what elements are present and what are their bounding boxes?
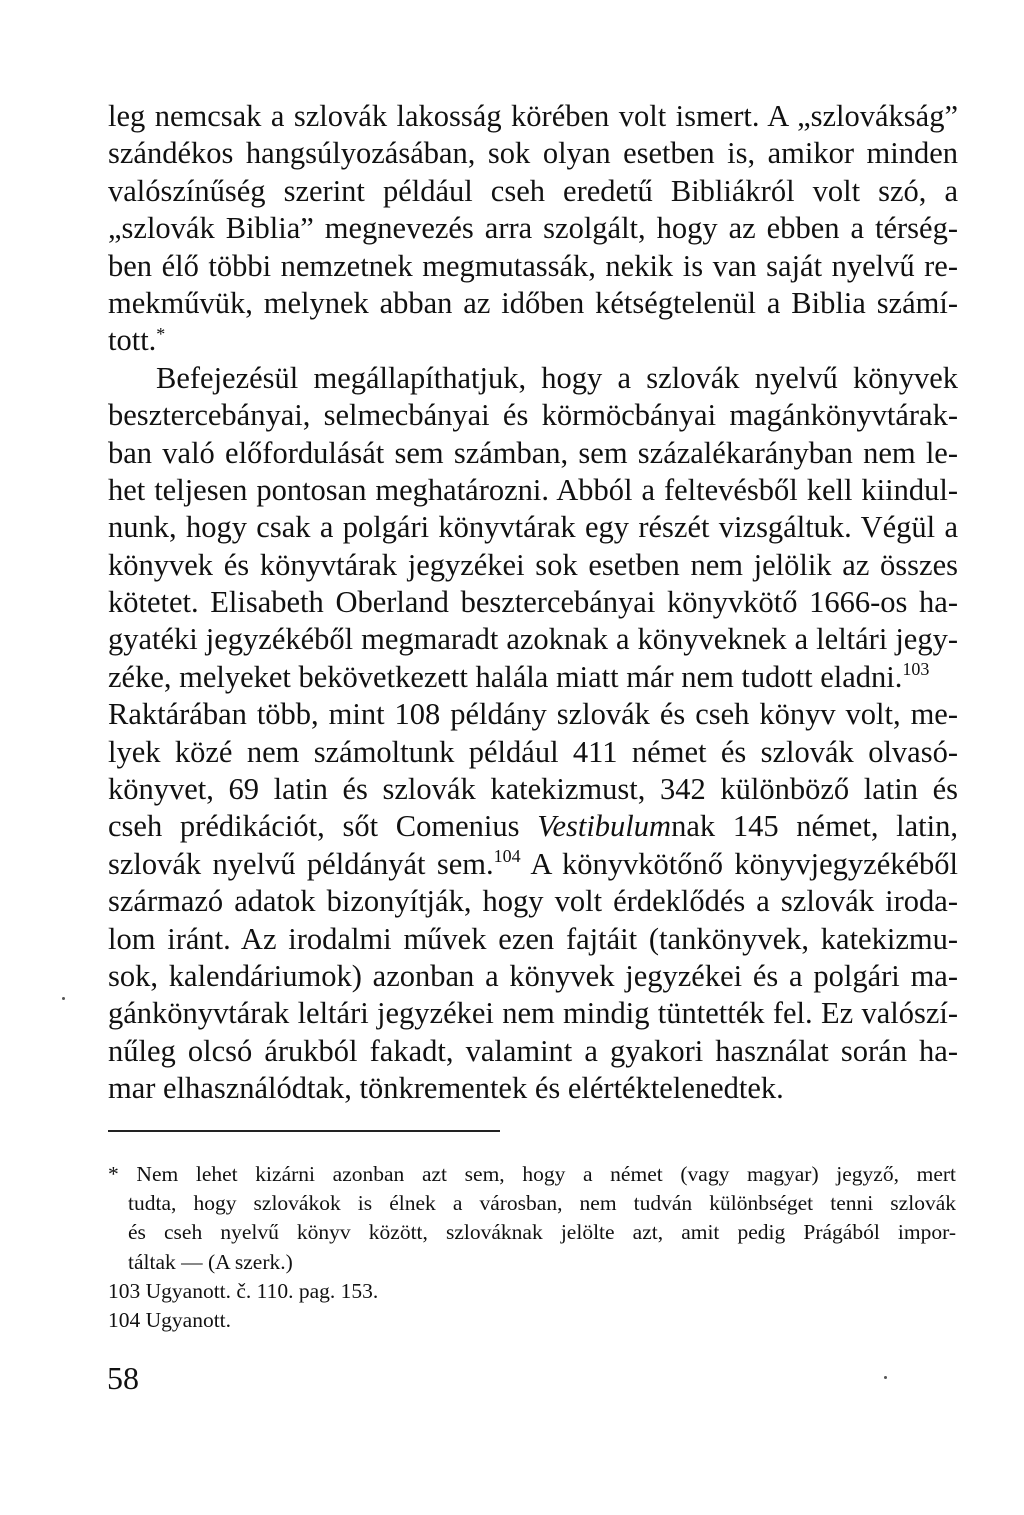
footnote-star: * <box>108 1162 119 1186</box>
text-line: Raktárában több, mint 108 példány szlovák és cseh könyv volt, me- <box>108 697 958 732</box>
text-line: könyvet, 69 latin és szlovák katekizmust, 342 különböző latin és <box>108 772 958 807</box>
text-line <box>108 322 958 359</box>
text-fragment: szlovák nyelvű példányát sem. <box>108 846 494 881</box>
text-line: valószínűség szerint például cseh eredetű Bibliákról volt szó, a <box>108 173 958 208</box>
footnote-ref-104: 104 <box>493 845 521 866</box>
text-line: leg nemcsak a szlovák lakosság körében volt ismert. A „szlovákság” <box>108 99 958 133</box>
text-line <box>108 846 958 883</box>
text-line: ban való előfordulását sem számban, sem százalékarányban nem le- <box>108 435 958 470</box>
text-line: származó adatok bizonyítják, hogy volt érdeklődés a szlovák iroda- <box>108 884 958 919</box>
text-line: szándékos hangsúlyozásában, sok olyan esetben is, amikor minden <box>108 136 958 171</box>
text-line: mekművük, melynek abban az időben kétségtelenül a Biblia számí- <box>108 285 958 320</box>
paragraph-start-line: Befejezésül megállapíthatjuk, hogy a szlovák nyelvű könyvek <box>156 360 958 395</box>
text-fragment: nak 145 német, latin, <box>671 809 958 844</box>
text-line: sok, kalendáriumok) azonban a könyvek jegyzékei és a polgári ma- <box>108 958 958 993</box>
text-line: lyek közé nem számoltunk például 411 német és szlovák olvasó- <box>108 734 958 769</box>
text-line: lom iránt. Az irodalmi művek ezen fajtáit (tankönyvek, katekizmu- <box>108 921 958 956</box>
text-line: gánkönyvtárak leltári jegyzékei nem mindig tüntették fel. Ez valószí- <box>108 996 958 1031</box>
footnotes <box>108 1160 956 1335</box>
page-number: 58 <box>107 1360 139 1396</box>
footnote-divider <box>108 1130 500 1132</box>
main-text <box>108 98 958 1108</box>
footnote-line: és cseh nyelvű könyv között, szlováknak jelölte azt, amit pedig Prágából impor- <box>128 1220 956 1245</box>
italic-title: Vestibulum <box>537 809 672 844</box>
text-line <box>108 659 958 696</box>
scan-speck <box>62 997 65 1000</box>
text-line: könyvek és könyvtárak jegyzékei sok esetben nem jelölik az összes <box>108 547 958 582</box>
footnote-ref-103: 103 <box>902 658 930 679</box>
footnote-text: Nem lehet kizárni azonban azt sem, hogy a német (vagy magyar) jegyző, mert <box>136 1162 957 1186</box>
text-fragment: A könyvkötőnő könyvjegyzékéből <box>530 846 958 881</box>
scan-speck <box>884 1376 887 1379</box>
footnote-marker: * <box>156 324 166 345</box>
text-line: nunk, hogy csak a polgári könyvtárak egy részét vizsgáltuk. Végül a <box>108 510 958 545</box>
text-fragment: zéke, melyeket bekövetkezett halála miatt már nem tudott eladni. <box>108 659 903 694</box>
footnote-line <box>108 1160 956 1189</box>
text-line <box>108 808 958 845</box>
text-line: ben élő többi nemzetnek megmutassák, nekik is van saját nyelvű re- <box>108 248 958 283</box>
text-line: gyatéki jegyzékéből megmaradt azoknak a könyveknek a leltári jegy- <box>108 622 958 657</box>
footnote-103: 103 Ugyanott. č. 110. pag. 153. <box>108 1278 379 1303</box>
text-line: kötetet. Elisabeth Oberland besztercebányai könyvkötő 1666-os ha- <box>108 585 958 620</box>
text-fragment: cseh prédikációt, sőt Comenius <box>108 809 520 844</box>
text-line: mar elhasználódtak, tönkrementek és elértéktelenedtek. <box>108 1071 784 1106</box>
text-line: „szlovák Biblia” megnevezés arra szolgált, hogy az ebben a térség- <box>108 211 958 246</box>
text-line: nűleg olcsó árukból fakadt, valamint a gyakori használat során ha- <box>108 1033 958 1068</box>
text-line: het teljesen pontosan meghatározni. Abból a feltevésből kell kiindul- <box>108 472 958 507</box>
footnote-104: 104 Ugyanott. <box>108 1307 232 1332</box>
text-fragment: tott. <box>108 323 157 358</box>
footnote-line: tudta, hogy szlovákok is élnek a városban, nem tudván különbséget tenni szlovák <box>128 1191 956 1216</box>
text-line: besztercebányai, selmecbányai és körmöcbányai magánkönyvtárak- <box>108 398 958 433</box>
footnote-line: táltak — (A szerk.) <box>128 1249 293 1274</box>
